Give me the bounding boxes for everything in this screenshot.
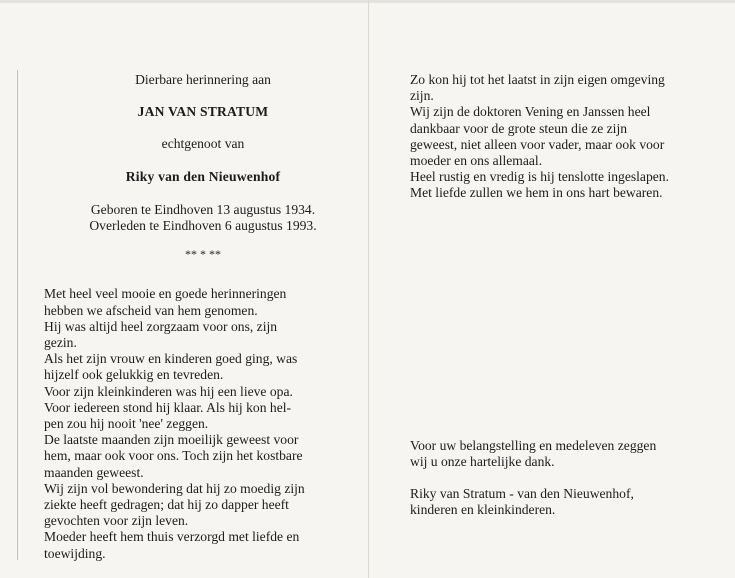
thanks-text <box>410 438 710 470</box>
left-page <box>44 72 362 562</box>
closing-line: zijn. <box>410 88 434 104</box>
closing-line: moeder en ons allemaal. <box>410 153 543 169</box>
died-line: Overleden te Eindhoven 6 augustus 1993. <box>89 218 317 234</box>
closing-line: dankbaar voor de grote steun die ze zijn <box>410 120 628 136</box>
body-line: Moeder heeft hem thuis verzorgd met liefde en <box>44 529 300 545</box>
body-line: Wij zijn vol bewondering dat hij zo moedig zijn <box>44 480 305 496</box>
body-line: pen zou hij nooit 'nee' zeggen. <box>44 416 209 432</box>
body-line: maanden geweest. <box>44 464 144 480</box>
body-line: gevochten voor zijn leven. <box>44 513 189 529</box>
spouse-name: Riky van den Nieuwenhof <box>125 168 281 184</box>
closing-line: Zo kon hij tot het laatst in zijn eigen omgeving <box>410 72 665 87</box>
body-line: toewijding. <box>44 545 106 561</box>
body-line: hijzelf ook gelukkig en tevreden. <box>44 367 224 383</box>
body-line: gezin. <box>44 335 77 351</box>
fold-line <box>368 0 369 578</box>
closing-line: geweest, niet alleen voor vader, maar ook voor <box>410 136 665 152</box>
closing-text <box>410 72 710 202</box>
born-line: Geboren te Eindhoven 13 augustus 1934. <box>90 201 316 217</box>
body-line: hebben we afscheid van hem genomen. <box>44 302 258 318</box>
signature <box>410 486 710 518</box>
closing-line: Met liefde zullen we hem in ons hart bewaren. <box>410 185 663 201</box>
relation-text: echtgenoot van <box>161 136 245 152</box>
body-line: De laatste maanden zijn moeilijk geweest voor <box>44 432 299 448</box>
body-line: Hij was altijd heel zorgzaam voor ons, zijn <box>44 318 278 334</box>
left-edge-line <box>17 70 18 560</box>
thanks-line: wij u onze hartelijke dank. <box>410 454 555 470</box>
body-line: Voor iedereen stond hij klaar. Als hij kon hel- <box>44 399 292 415</box>
body-text <box>44 274 362 561</box>
closing-line: Heel rustig en vredig is hij tenslotte ingeslapen. <box>410 169 669 185</box>
body-line: ziekte heeft gedragen; dat hij zo dapper heeft <box>44 497 289 513</box>
body-line: hem, maar ook voor ons. Toch zijn het kostbare <box>44 448 303 464</box>
deceased-name: JAN VAN STRATUM <box>137 104 269 120</box>
body-line: Met heel veel mooie en goede herinneringen <box>44 286 287 302</box>
body-line: Voor zijn kleinkinderen was hij een lieve opa. <box>44 383 293 399</box>
intro-text: Dierbare herinnering aan <box>135 72 271 87</box>
signature-line: kinderen en kleinkinderen. <box>410 502 556 518</box>
body-line: Als het zijn vrouw en kinderen goed ging, was <box>44 351 298 367</box>
right-page <box>410 72 710 518</box>
signature-line: Riky van Stratum - van den Nieuwenhof, <box>410 486 634 501</box>
thanks-line: Voor uw belangstelling en medeleven zeggen <box>410 438 657 453</box>
closing-line: Wij zijn de doktoren Vening en Janssen heel <box>410 104 651 120</box>
separator: ** * ** <box>185 247 221 262</box>
